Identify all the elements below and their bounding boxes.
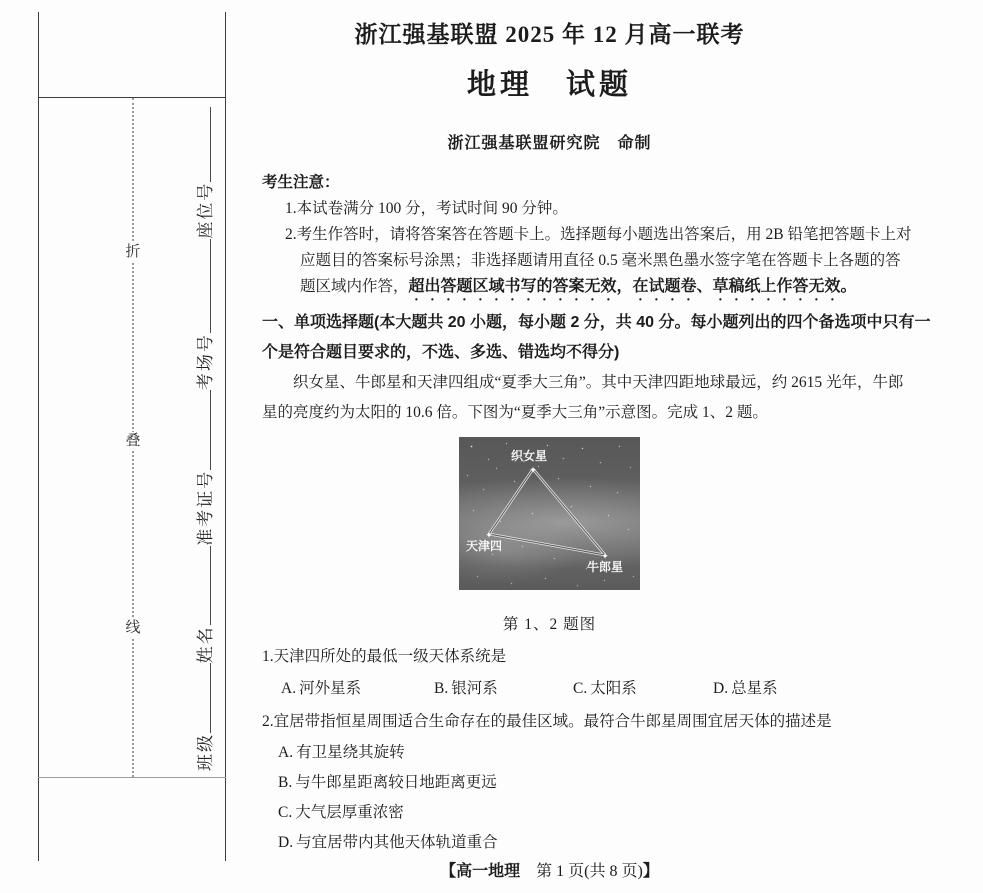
figure-caption: 第 1、2 题图 [502, 616, 597, 633]
field-label-room-no: 考场号 [196, 333, 215, 391]
q1-option-a [281, 676, 434, 698]
q1-option-b-text: 银河系 [451, 680, 498, 697]
deneb-star-icon: ✦ [485, 530, 493, 540]
seal-border-right [225, 12, 226, 861]
label-vega: 织女星 [510, 449, 548, 463]
notice-line-3-prefix: 题区域内作答， [300, 278, 409, 295]
q2-option-d-label: D. [278, 834, 294, 851]
field-blank-class [194, 663, 211, 733]
q2-option-a-label: A. [278, 744, 294, 761]
q1-option-b-label: B. [434, 680, 449, 697]
fold-char-xian: 线 [125, 620, 141, 636]
question-1 [262, 644, 975, 666]
notice-item-1: 1.本试卷满分 100 分，考试时间 90 分钟。 [285, 200, 568, 217]
question-2-number: 2. [262, 713, 274, 730]
q1-option-c [573, 676, 713, 698]
field-label-seat-no: 座位号 [196, 181, 215, 239]
question-1-text: 天津四所处的最低一级天体系统是 [273, 648, 507, 665]
field-blank-seat-no [194, 107, 211, 182]
q2-option-b [262, 770, 983, 792]
notice-item-2-line-2: 应题目的答案标号涂黑；非选择题请用直径 0.5 毫米黑色墨水签字笔在答题卡上各题的答 [300, 252, 901, 269]
field-label-class: 班级 [196, 733, 215, 771]
field-label-admission-no: 准考证号 [196, 469, 215, 546]
passage-line-1: 织女星、牛郎星和天津四组成“夏季大三角”。其中天津四距地球最远，约 2615 光年，牛郎 [293, 374, 904, 391]
label-altair: 牛郎星 [586, 560, 624, 574]
notice-emphasis-text: 超出答题区域书写的答案无效，在试题卷、草稿纸上作答无效。 [408, 278, 857, 295]
q2-option-b-label: B. [278, 774, 293, 791]
field-blank-name [194, 546, 211, 626]
section-heading-line-1: 一、单项选择题(本大题共 20 小题，每小题 2 分，共 40 分。每小题列出的四个备选项中只有一 [262, 314, 931, 331]
q1-option-c-text: 太阳系 [590, 680, 637, 697]
seal-divider-bottom [38, 777, 226, 778]
candidate-notice [262, 170, 975, 304]
triangle-overlay [459, 437, 640, 590]
section-heading-line-2: 个是符合题目要求的，不选、多选、错选均不得分) [262, 344, 620, 361]
section-heading [262, 308, 975, 368]
q2-option-c-label: C. [278, 804, 293, 821]
q2-option-c [262, 800, 983, 822]
q2-option-b-text: 与牛郎星距离较日地距离更远 [295, 774, 497, 791]
field-blank-admission-no [194, 390, 211, 470]
q1-option-d-text: 总星系 [731, 680, 778, 697]
page-footer [262, 858, 837, 881]
notice-item-2-line-3 [262, 274, 975, 304]
triangle-edges [489, 469, 605, 555]
subject-title: 地理 试题 [466, 69, 632, 101]
starfield-image [459, 437, 640, 590]
notice-item-2-line-1: 2.考生作答时，请将答案答在答题卡上。选择题每小题选出答案后，用 2B 铅笔把答题卡上对 [285, 226, 912, 243]
field-blank-room-no [194, 239, 211, 334]
question-2 [262, 709, 975, 731]
q2-option-a-text: 有卫星绕其旋转 [296, 744, 405, 761]
q1-option-a-text: 河外星系 [299, 680, 362, 697]
footer-page-info: 第 1 页(共 8 页) [520, 863, 643, 880]
footer-subject: 【高一地理 [440, 863, 521, 880]
q2-option-d-text: 与宜居带内其他天体轨道重合 [296, 834, 498, 851]
exam-title: 浙江强基联盟 2025 年 12 月高一联考 [354, 22, 745, 47]
q1-option-d [713, 676, 778, 698]
vega-star-icon: ✦ [529, 465, 537, 475]
q1-option-b [434, 676, 573, 698]
issuer-line: 浙江强基联盟研究院 命制 [447, 135, 652, 152]
q2-option-c-text: 大气层厚重浓密 [295, 804, 404, 821]
passage-line-2: 星的亮度约为太阳的 10.6 倍。下图为“夏季大三角”示意图。完成 1、2 题。 [262, 404, 768, 421]
seal-border-left [38, 12, 39, 861]
q1-option-a-label: A. [281, 680, 297, 697]
field-label-name: 姓名 [196, 625, 215, 664]
notice-heading: 考生注意： [262, 174, 340, 191]
passage [262, 368, 975, 428]
question-1-number: 1. [262, 648, 274, 665]
footer-close-bracket: 】 [642, 863, 659, 880]
exam-page [262, 0, 975, 893]
q2-option-d [262, 830, 983, 852]
question-2-text: 宜居带指恒星周围适合生命存在的最佳区域。最符合牛郎星周围宜居天体的描述是 [273, 713, 832, 730]
q1-option-c-label: C. [573, 680, 588, 697]
altair-star-icon: ✦ [601, 551, 609, 561]
fold-char-zhe: 折 [125, 244, 141, 260]
q1-option-d-label: D. [713, 680, 729, 697]
fold-char-die: 叠 [125, 433, 141, 449]
q2-option-a [262, 740, 983, 762]
question-1-options [262, 676, 983, 698]
label-deneb: 天津四 [465, 539, 503, 553]
summer-triangle-figure [459, 437, 640, 634]
student-info-fields [191, 107, 223, 771]
